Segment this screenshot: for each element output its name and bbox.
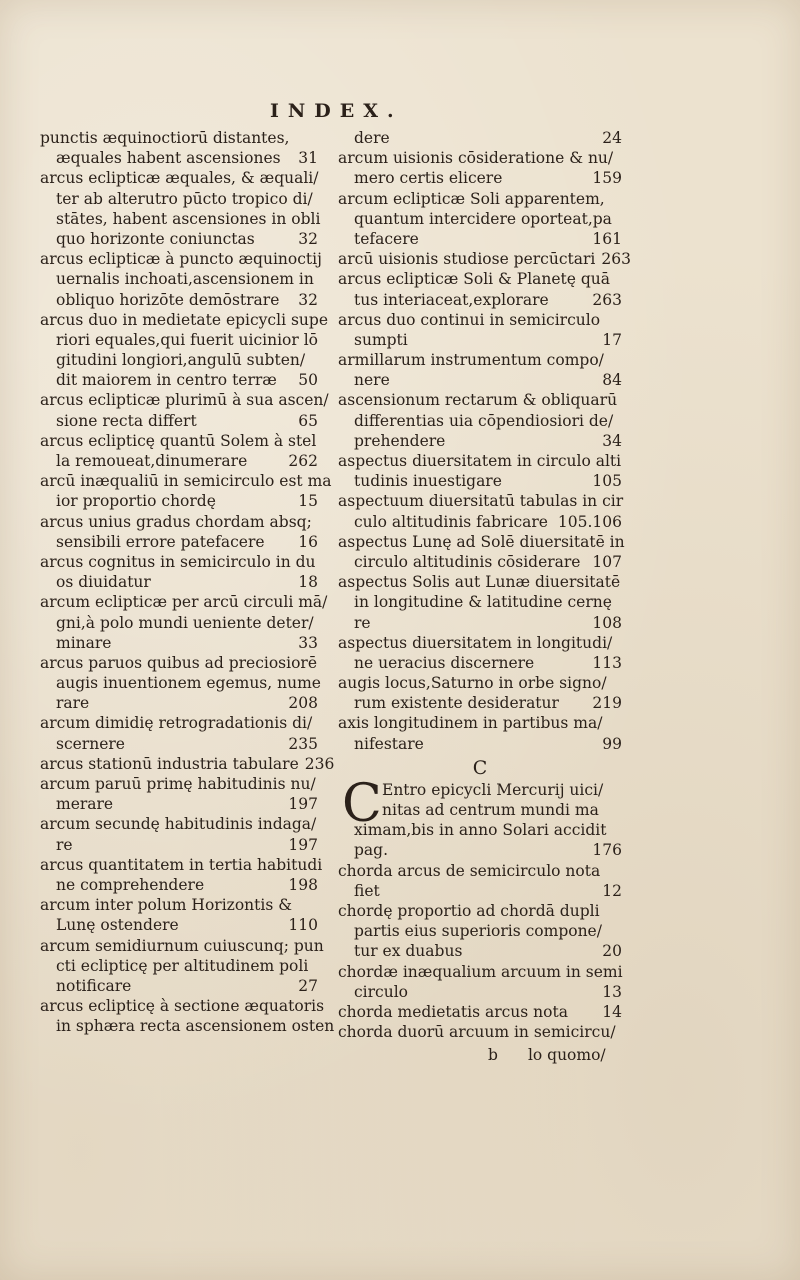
index-text: la remoueat,dinumerare — [56, 452, 248, 470]
index-line — [40, 310, 328, 330]
page-ref: 105 — [592, 472, 622, 491]
index-entries-a — [338, 128, 631, 754]
page-ref: 235 — [288, 734, 318, 753]
index-text: arcum inter polum Horizontis & — [40, 896, 292, 915]
index-line — [40, 996, 325, 1016]
index-line — [338, 350, 622, 370]
index-line — [40, 592, 328, 612]
index-text: Lunę ostendere — [56, 916, 179, 935]
page-ref: 208 — [288, 694, 318, 713]
page-ref — [623, 962, 629, 982]
index-line — [338, 229, 622, 249]
index-line — [338, 881, 622, 901]
index-text: dere — [354, 129, 390, 147]
index-line — [338, 861, 622, 881]
index-text: prehendere — [354, 431, 446, 450]
index-text: nere — [354, 371, 390, 390]
index-column-left — [40, 128, 335, 1036]
index-line — [40, 168, 318, 188]
index-text: ne comprehendere — [56, 875, 205, 894]
index-text: minare — [56, 633, 112, 652]
page-ref: 262 — [288, 452, 318, 470]
section-letter: C — [472, 756, 488, 779]
index-line — [338, 290, 622, 310]
index-line — [338, 128, 622, 148]
index-text: quantum intercidere oporteat,pa — [354, 209, 612, 228]
index-text: arcus eclipticę à sectione æquatoris — [40, 997, 325, 1016]
index-line — [338, 713, 622, 733]
index-text: re — [354, 613, 371, 632]
page-ref — [617, 390, 623, 410]
page-ref — [616, 861, 622, 881]
index-text: in sphæra recta ascensionem osten — [56, 1017, 335, 1036]
index-line — [40, 936, 324, 956]
page-ref — [324, 936, 330, 956]
page-ref: 105.106 — [557, 512, 622, 531]
page-ref — [616, 269, 622, 289]
page-ref: 24 — [602, 129, 622, 147]
index-line — [40, 633, 318, 653]
index-line — [338, 592, 622, 612]
page-ref — [623, 491, 629, 511]
index-text: obliquo horizōte demōstrare — [56, 290, 280, 309]
index-text: tudinis inuestigare — [354, 472, 502, 491]
page-ref: 176 — [592, 841, 622, 860]
page-ref — [312, 956, 318, 976]
index-text: partis eius superioris compone/ — [354, 922, 602, 941]
index-text: arcum eclipticæ Soli apparentem, — [338, 189, 605, 208]
page-ref — [329, 390, 335, 410]
index-line — [338, 921, 622, 941]
index-text: punctis æquinoctiorū distantes, — [40, 129, 290, 147]
page-ref: 107 — [592, 552, 622, 571]
index-line — [338, 330, 622, 350]
index-line — [338, 451, 622, 471]
index-text: in longitudine & latitudine cernę — [354, 593, 612, 612]
page-ref — [616, 148, 622, 168]
index-text: arcus quantitatem in tertia habitudi — [40, 855, 323, 874]
page-ref — [312, 350, 318, 370]
index-line — [40, 189, 318, 209]
index-text: merare — [56, 795, 114, 814]
page-ref — [616, 310, 622, 330]
index-text: arcus eclipticæ Soli & Planetę quā — [338, 270, 611, 289]
index-line — [338, 168, 622, 188]
page-ref: 161 — [592, 229, 622, 248]
index-text: os diuidatur — [56, 573, 151, 592]
page-ref: 15 — [298, 492, 318, 511]
index-line — [40, 411, 318, 431]
index-line — [40, 471, 332, 491]
index-line — [40, 915, 318, 935]
index-line — [40, 835, 318, 855]
index-line — [338, 613, 622, 633]
index-line — [40, 693, 318, 713]
index-text: arcū inæqualiū in semicirculo est ma — [40, 472, 332, 491]
page-ref — [316, 814, 322, 834]
index-text: notificare — [56, 976, 132, 995]
index-text: riori equales,qui fuerit uicinior lō — [56, 330, 319, 349]
index-line — [40, 673, 321, 693]
page-ref: 263 — [601, 250, 631, 269]
index-text: arcus duo in medietate epicycli supe — [40, 310, 328, 329]
page-ref — [616, 1022, 622, 1042]
index-line — [338, 390, 622, 410]
index-line — [40, 713, 318, 733]
page-ref — [312, 713, 318, 733]
page-ref — [328, 310, 334, 330]
page-ref: 18 — [298, 573, 318, 592]
index-text: tefacere — [354, 229, 419, 248]
index-text: arcum paruū primę habitudinis nu/ — [40, 775, 316, 793]
index-line — [40, 128, 318, 148]
page-header: INDEX. — [270, 100, 403, 122]
index-text: chorda duorū arcuum in semicircu/ — [338, 1023, 616, 1042]
index-text: arcum uisionis cōsideratione & nu/ — [338, 149, 614, 168]
page-ref — [321, 673, 327, 693]
index-text: pag. — [354, 841, 389, 860]
index-text: re — [56, 835, 73, 854]
index-line — [40, 451, 318, 471]
page-ref: 27 — [298, 976, 318, 995]
index-text: fiet — [354, 881, 380, 900]
page-ref — [332, 471, 338, 491]
index-line — [338, 370, 622, 390]
index-line — [338, 209, 622, 229]
page-ref: 113 — [592, 653, 622, 672]
dropcap-letter: C — [342, 773, 382, 834]
index-line — [40, 209, 321, 229]
index-line — [338, 693, 622, 713]
index-text: gitudini longiori,angulū subten/ — [56, 351, 306, 370]
page-ref: 50 — [298, 371, 318, 390]
index-text: Entro epicycli Mercurij uici/ — [382, 780, 604, 799]
index-line — [40, 572, 318, 592]
page-ref: 17 — [602, 330, 622, 349]
index-text: arcum semidiurnum cuiuscunq; pun — [40, 936, 324, 955]
index-line — [40, 431, 318, 451]
index-text: ter ab alterutro pūcto tropico di/ — [56, 189, 313, 208]
index-line — [338, 269, 622, 289]
index-line — [40, 653, 318, 673]
page-ref — [318, 168, 324, 188]
index-line — [338, 901, 622, 921]
index-text: sione recta differt — [56, 411, 197, 430]
index-text: arcus eclipticæ æquales, & æquali/ — [40, 169, 319, 188]
page-ref: 159 — [592, 169, 622, 188]
page-ref — [616, 189, 622, 209]
index-line — [40, 734, 318, 754]
index-text: arcum secundę habitudinis indaga/ — [40, 815, 317, 834]
index-text: arcū uisionis studiose percūctari — [338, 250, 596, 269]
index-text: nitas ad centrum mundi ma — [382, 801, 599, 819]
page-ref: 65 — [298, 411, 318, 430]
page-ref: 12 — [602, 881, 622, 900]
page-ref: 14 — [602, 1002, 622, 1021]
index-line — [338, 491, 622, 511]
index-line — [338, 734, 622, 754]
index-line — [338, 471, 622, 491]
index-text: differentias uia cōpendiosiori de/ — [354, 411, 614, 430]
index-text: arcus duo continui in semicirculo — [338, 310, 601, 329]
page-ref — [616, 820, 622, 840]
index-text: sensibili errore patefacere — [56, 532, 265, 551]
page-ref — [316, 552, 322, 572]
index-line — [40, 613, 318, 633]
index-line — [338, 532, 625, 552]
index-line — [40, 1016, 335, 1036]
page-ref — [616, 592, 622, 612]
index-text: arcus eclipticæ plurimū à sua ascen/ — [40, 391, 329, 410]
index-line — [338, 840, 622, 860]
index-text: arcus eclipticæ à puncto æquinoctij — [40, 250, 322, 269]
index-line — [40, 895, 318, 915]
index-line — [40, 290, 318, 310]
index-line — [40, 794, 318, 814]
page-ref — [314, 269, 320, 289]
index-line — [40, 350, 318, 370]
index-text: aspectus diuersitatem in longitudi/ — [338, 633, 613, 652]
index-text: arcus paruos quibus ad preciosiorē — [40, 653, 318, 672]
index-text: rum existente desideratur — [354, 694, 559, 713]
page-ref: 263 — [592, 290, 622, 309]
index-text: axis longitudinem in partibus ma/ — [338, 714, 603, 733]
page-ref: 197 — [288, 835, 318, 854]
page-ref — [317, 653, 323, 673]
page-ref — [616, 411, 622, 431]
index-text: arcus eclipticę quantū Solem à stel — [40, 431, 317, 450]
page-ref: 197 — [288, 795, 318, 814]
page-ref: 84 — [602, 371, 622, 390]
index-text: nifestare — [354, 734, 424, 753]
index-text: chorda medietatis arcus nota — [338, 1002, 568, 1021]
catchword: lo quomo/ — [527, 1046, 606, 1064]
index-line — [338, 572, 622, 592]
page-ref — [616, 713, 622, 733]
page-ref: 198 — [288, 875, 318, 894]
index-text: tur ex duabus — [354, 942, 463, 961]
index-line — [40, 269, 318, 289]
index-line — [338, 148, 622, 168]
page-ref — [616, 800, 622, 820]
index-line — [338, 1022, 622, 1042]
page-ref: 110 — [288, 916, 318, 935]
page-ref — [616, 350, 622, 370]
page-ref — [314, 613, 320, 633]
page-ref: 108 — [592, 613, 622, 632]
index-text: aspectus Solis aut Lunæ diuersitatē — [338, 573, 621, 592]
page-ref — [324, 996, 330, 1016]
page-ref — [625, 532, 631, 552]
index-line — [338, 249, 631, 269]
page-ref — [621, 451, 627, 471]
index-text: circulo — [354, 982, 409, 1001]
index-text: dit maiorem in centro terræ — [56, 371, 277, 390]
page-ref: 20 — [602, 942, 622, 961]
page-ref: 33 — [298, 633, 318, 652]
page-ref — [313, 189, 319, 209]
index-text: arcum eclipticæ per arcū circuli mā/ — [40, 593, 328, 612]
page-ref — [616, 633, 622, 653]
index-line — [338, 552, 622, 572]
page-ref — [616, 921, 622, 941]
index-line — [338, 411, 622, 431]
page-ref: 236 — [304, 754, 335, 773]
index-text: ne ueracius discernere — [354, 653, 535, 672]
page-ref: 13 — [602, 982, 622, 1001]
page-ref — [312, 895, 318, 915]
index-text: æquales habent ascensiones — [56, 149, 281, 168]
page-ref — [316, 431, 322, 451]
index-line — [338, 982, 622, 1002]
index-line — [40, 249, 322, 269]
index-text: circulo altitudinis cōsiderare — [354, 552, 581, 571]
page-ref — [322, 855, 328, 875]
index-line — [338, 512, 622, 532]
page-ref — [616, 901, 622, 921]
page-ref: 32 — [298, 229, 318, 248]
page-ref — [616, 780, 622, 800]
index-line — [40, 754, 335, 774]
index-text: ascensionum rectarum & obliquarū — [338, 391, 618, 410]
page-ref — [312, 512, 318, 532]
index-line — [40, 370, 318, 390]
index-text: augis locus,Saturno in orbe signo/ — [338, 674, 607, 693]
index-text: arcus cognitus in semicirculo in du — [40, 552, 316, 571]
index-line — [338, 1002, 622, 1022]
page-ref: 219 — [592, 694, 622, 713]
index-text: sumpti — [354, 330, 408, 349]
index-text: aspectuum diuersitatū tabulas in cir — [338, 492, 624, 511]
page-ref — [620, 572, 626, 592]
index-line — [40, 774, 318, 794]
page-ref — [327, 592, 333, 612]
index-text: augis inuentionem egemus, nume — [56, 674, 321, 693]
section-c-entries — [338, 773, 623, 1042]
index-line — [40, 875, 318, 895]
index-text: ximam,bis in anno Solari accidit — [354, 821, 607, 840]
index-line — [40, 491, 318, 511]
page-ref — [318, 330, 324, 350]
index-text: arcus stationū industria tabulare — [40, 754, 299, 773]
page-ref — [316, 774, 322, 794]
index-line — [40, 532, 318, 552]
index-text: quo horizonte coniunctas — [56, 229, 255, 248]
index-line — [40, 330, 318, 350]
page-ref: 32 — [298, 290, 318, 309]
page-ref — [312, 128, 318, 148]
index-text: armillarum instrumentum compo/ — [338, 351, 604, 370]
index-line — [338, 310, 622, 330]
index-line — [338, 941, 622, 961]
index-text: chordæ inæqualium arcuum in semi — [338, 962, 623, 981]
index-line — [40, 229, 318, 249]
index-line — [40, 956, 318, 976]
index-text: stātes, habent ascensiones in obli — [56, 209, 321, 228]
index-line — [40, 148, 318, 168]
index-text: chordę proportio ad chordā dupli — [338, 901, 600, 920]
index-text: chorda arcus de semicirculo nota — [338, 861, 601, 880]
index-line — [40, 390, 329, 410]
index-text: aspectus Lunę ad Solē diuersitatē in — [338, 532, 625, 551]
index-text: aspectus diuersitatem in circulo alti — [338, 452, 622, 470]
page-ref — [616, 673, 622, 693]
index-text: ior proportio chordę — [56, 492, 216, 511]
index-text: mero certis elicere — [354, 169, 503, 188]
index-line — [338, 962, 622, 982]
page-ref — [320, 209, 326, 229]
index-line — [40, 976, 318, 996]
page-ref: 16 — [298, 532, 318, 551]
index-line — [338, 431, 622, 451]
index-line — [338, 673, 622, 693]
index-line — [40, 552, 318, 572]
index-text: uernalis inchoati,ascensionem in — [56, 270, 314, 289]
index-line — [40, 512, 318, 532]
catchline — [338, 1046, 622, 1064]
index-text: gni,à polo mundi ueniente deter/ — [56, 613, 314, 632]
index-line — [40, 855, 323, 875]
page-ref — [616, 209, 622, 229]
page-ref — [322, 249, 328, 269]
index-text: tus interiaceat,explorare — [354, 290, 549, 309]
index-text: cti eclipticę per altitudinem poli — [56, 956, 309, 975]
index-line — [40, 814, 318, 834]
index-text: scernere — [56, 734, 125, 753]
index-line — [338, 633, 622, 653]
index-text: culo altitudinis fabricare — [354, 512, 548, 531]
index-line — [338, 189, 622, 209]
index-text: arcus unius gradus chordam absq; — [40, 512, 312, 531]
index-text: rare — [56, 694, 90, 713]
index-column-right — [338, 128, 631, 1042]
page-ref: 31 — [298, 149, 318, 168]
page-ref: 34 — [602, 431, 622, 450]
index-text: arcum dimidię retrogradationis di/ — [40, 714, 313, 733]
signature-mark: b — [488, 1046, 498, 1064]
page-ref: 99 — [602, 734, 622, 753]
index-line — [338, 653, 622, 673]
